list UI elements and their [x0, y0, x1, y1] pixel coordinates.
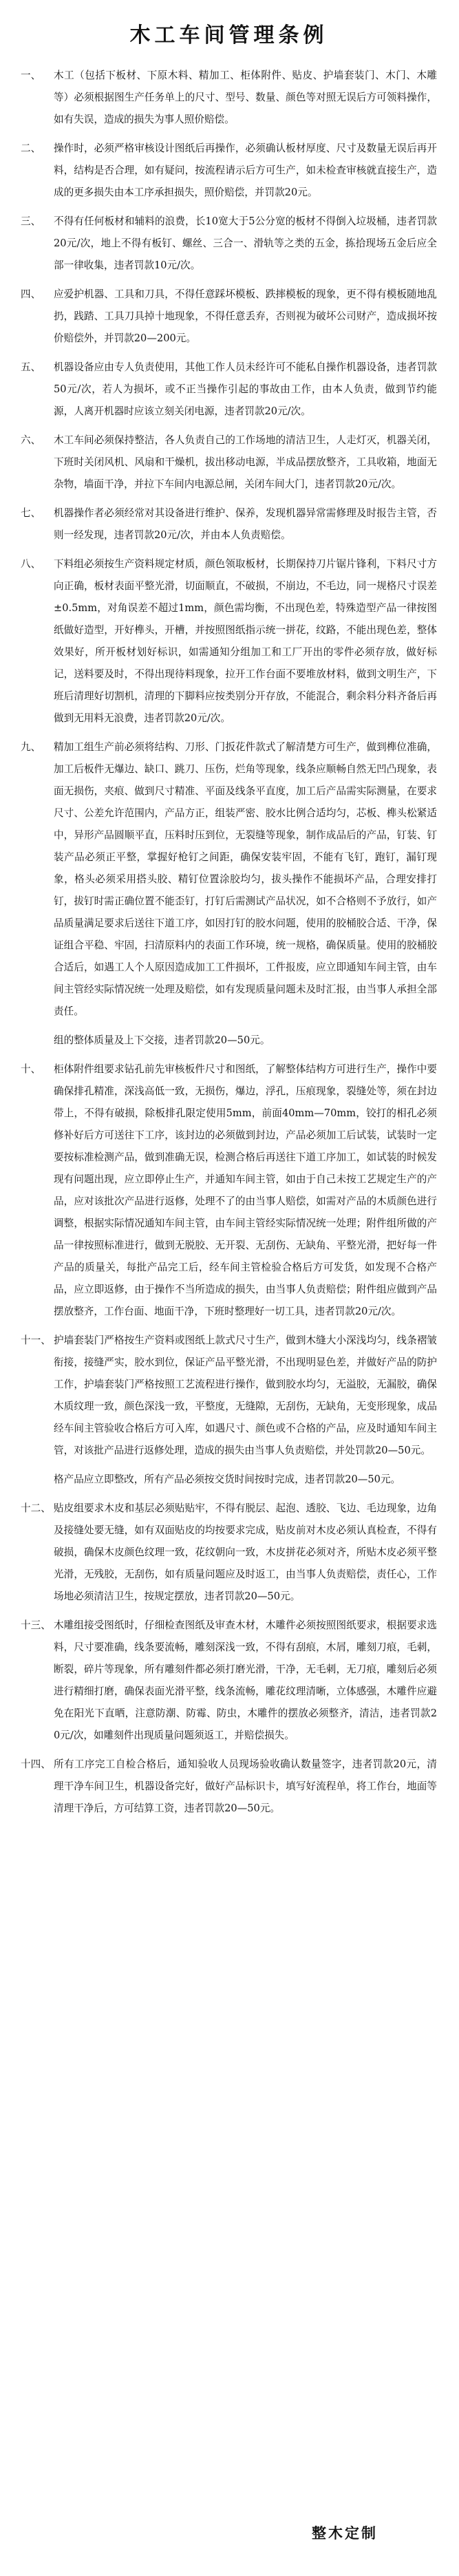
rule-paragraph	[21, 138, 437, 204]
rule-number: 十、	[21, 1063, 41, 1075]
rule-number: 十三、	[21, 1619, 51, 1631]
rule-text: 机器设备应由专人负责使用，其他工作人员未经许可不能私自操作机器设备，违者罚款50元/次，若人为损坏，或不正当操作引起的事故由工作，由本人负责，做到节约能源，人离开机器时应该立刻关闭电源，违者罚款20元/次。	[54, 361, 437, 417]
rule-paragraph	[21, 502, 437, 546]
rule-paragraph	[21, 356, 437, 423]
rules-list	[21, 65, 437, 1820]
rule-number: 九、	[21, 741, 41, 753]
rule-number: 六、	[21, 434, 41, 446]
rule-number: 八、	[21, 558, 41, 570]
rule-paragraph	[21, 65, 437, 131]
rule-number: 四、	[21, 288, 41, 300]
rule-text: 操作时，必须严格审核设计图纸后再操作，必须确认板材厚度、尺寸及数量无误后再开料，结构是否合理，如有疑问，按流程请示后方可生产，如未检查审核就直接生产，造成的更多损失由本工序承担损失，照价赔偿，并罚款20元。	[54, 142, 437, 198]
rule-number: 一、	[21, 70, 41, 81]
rule-text: 应爱护机器、工具和刀具，不得任意踩坏模板、跌摔模板的现象，更不得有模板随地乱扔，践踏、工具刀具掉十地现象，不得任意丢弃，否则视为破坏公司财产，造成损坏按价赔偿外，并罚款20—200元。	[54, 288, 437, 344]
rule-number: 十一、	[21, 1334, 51, 1346]
rule-text: 所有工序完工自检合格后，通知验收人员现场验收确认数量签字，违者罚款20元，清理干净车间卫生，机器设备完好，做好产品标识卡，填写好流程单，将工作台，地面等清理干净后，方可结算工资，违者罚款20—50元。	[54, 1758, 437, 1814]
rule-paragraph	[21, 1754, 437, 1820]
rule-paragraph	[21, 1330, 437, 1462]
rule-text: 木工车间必须保持整洁，各人负责自己的工作场地的清洁卫生，人走灯灭，机器关闭，下班时关闭风机、风扇和干燥机，拔出移动电源，半成品摆放整齐，工具收箱，地面无杂物，墙面干净，并拉下车间内电源总闸，关闭车间大门，违者罚款20元/次。	[54, 434, 437, 490]
rule-text: 下料组必须按生产资料规定材质，颜色领取板材，长期保持刀片锯片锋利，下料尺寸方向正确，板材表面平整光滑，切面顺直，不破损，不崩边，不毛边，同一规格尺寸误差±0.5mm，对角误差不超过1mm，颜色需均衡，不出现色差，特殊造型产品一律按图纸做好造型，开好榫头，开槽，并按照图纸指示统一拼花，纹路，不能出现色差，整体效果好，所开板材划好标识，如需通知分组加工和工厂开出的零件必须存放，做好标记，送料要及时，不得出现待料现象，拉开工作台面不要堆放材料，做到文明生产，下班后清理好切割机，清理的下脚料应按类别分开存放，不能混合，剩余料分料齐备后再做到无用料无浪费，违者罚款20元/次。	[54, 558, 437, 724]
rule-paragraph	[21, 1030, 437, 1052]
rule-paragraph	[21, 736, 437, 1023]
rule-paragraph	[21, 1469, 437, 1491]
rule-number: 五、	[21, 361, 41, 373]
rule-text: 不得有任何板材和辅料的浪费，长10宽大于5公分宽的板材不得倒入垃圾桶，违者罚款20元/次，地上不得有板钉、螺丝、三合一、滑轨等之类的五金，拣拾现场五金后应全部一律收集，违者罚款10元/次。	[54, 215, 437, 271]
rule-text: 护墙套装门严格按生产资料或图纸上款式尺寸生产，做到木缝大小深浅均匀，线条褶皱衔接，接缝严实，胶水到位，保证产品平整光滑，不出现明显色差，并做好产品的防护工作，护墙套装门严格按照工艺流程进行操作，做到胶水均匀，无溢胶，无漏胶，确保木质纹理一致，颜色深浅一致，平整度，无缝隙，无刮伤，无缺角，无变形现象，成品经车间主管验收合格后方可入库，如遇尺寸、颜色或不合格的产品，应及时通知车间主管，对该批产品进行返修处理，造成的损失由当事人负责赔偿，并处罚款20—50元。	[54, 1334, 437, 1456]
rule-paragraph	[21, 553, 437, 730]
document-title: 木工车间管理条例	[129, 23, 328, 47]
rule-number: 十四、	[21, 1758, 51, 1770]
rule-text: 木雕组接受图纸时，仔细检查图纸及审查木材，木雕件必须按照图纸要求，根据要求选料，尺寸要准确，线条要流畅，雕刻深浅一致，不得有刮痕，木屑，雕刻刀痕，毛刺，断裂，碎片等现象，所有雕刻件都必须打磨光滑，干净，无毛刺，无刀痕，雕刻后必须进行精细打磨，确保表面光滑平整，线条流畅，雕花纹理清晰，立体感强，木雕件应避免在阳光下直晒，注意防潮、防霉、防虫，木雕件的摆放必须整齐，清洁，违者罚款20元/次，如雕刻件出现质量问题须返工，并赔偿损失。	[54, 1619, 437, 1741]
rule-text: 格产品应立即整改，所有产品必须按交货时间按时完成，违者罚款20—50元。	[54, 1473, 401, 1485]
rule-number: 十二、	[21, 1502, 51, 1514]
rule-paragraph	[21, 429, 437, 496]
rule-paragraph	[21, 284, 437, 350]
rule-text: 贴皮组要求木皮和基层必须贴贴牢，不得有脱层、起泡、透胶、飞边、毛边现象，边角及接缝处要无缝，如有双面贴皮的均按要求完成，贴皮前对木皮必须认真检查，不得有破损，确保木皮颜色纹理一致，花纹朝向一致，木皮拼花必须对齐，所贴木皮必须平整光滑，无残胶，无刮伤，如有质量问题应及时返工，由当事人负责赔偿，责任心，工作场地必须清洁卫生，按规定摆放，违者罚款20—50元。	[54, 1502, 437, 1602]
rule-paragraph	[21, 1058, 437, 1323]
rule-paragraph	[21, 211, 437, 277]
rule-number: 七、	[21, 507, 41, 519]
rule-text: 精加工组生产前必须将结构、刀形、门扳花件款式了解清楚方可生产，做到榫位准确，加工后板件无爆边、缺口、跳刀、压伤，烂角等现象，线条应顺畅自然无凹凸现象，表面无损伤，夹痕、做到尺寸精准、平面及线条平直度，加工后产品需实际测量，在要求尺寸、公差允许范围内，产品方正，组装严密、胶水比例合适均匀，芯板、榫头松紧适中，异形产品圆顺平直，压料时压到位，无裂缝等现象，制作成品后的产品，钉装、钉装产品必须正平整，掌握好枪钉之间距，确保安装牢固，不能有飞钉，跑钉，漏钉现象，格头必须采用搭头胶、精钉位置涂胶均匀，拔头操作不能损坏产品，合理安排打钉，拔钉时需正确位置不能歪钉，打钉后需测试产品状况，如不合格则不予放行，如产品质量满足要求后送往下道工序，如因打钉的胶水问题，使用的胶桶胶合适、干净，保证组合平稳、牢固，扫清原料内的表面工作环境，统一规格，确保质量。使用的胶桶胶合适后，如遇工人个人原因造成加工工件损坏，工件报废，应立即通知车间主管，由车间主管经实际情况统一处理及赔偿，如有发现质量问题未及时汇报，由当事人承担全部责任。	[54, 741, 437, 1017]
rule-text: 柜体附件组要求钻孔前先审核板件尺寸和图纸，了解整体结构方可进行生产，操作中要确保排孔精准，深浅高低一致，无损伤，爆边，浮孔，压痕现象，裂缝处等，须在封边带上，不得有破损，除板排孔限定使用5mm，前面40mm—70mm，铰打的相孔必须修补好后方可送往下工序，该封边的必须做到封边，产品必须加工后试装，试装时一定要按标准检测产品，做到准确无误，检测合格后再送往下道工序加工，如试装的时候发现有问题出现，应立即停止生产，并通知车间主管，如由于自己未按工艺规定生产的产品，应对该批次产品进行返修，处理不了的由当事人赔偿，如需对产品的木质颜色进行调整，根据实际情况通知车间主管，由车间主管经实际情况统一处理；附件组所做的产品一律按照标准进行，做到无脱胶、无开裂、无刮伤、无缺角、平整光滑，把好每一件产品的质量关，每批产品完工后，经车间主管检验合格后方可发货，如发现不合格产品，应立即返修，由于操作不当所造成的损失，由当事人负责赔偿；附件组应做到产品摆放整齐，工作台面、地面干净，下班时整理好一切工具，违者罚款20元/次。	[54, 1063, 437, 1317]
rule-paragraph	[21, 1498, 437, 1608]
rule-paragraph	[21, 1615, 437, 1747]
signature-text: 整木定制	[312, 2525, 378, 2542]
rule-number: 三、	[21, 215, 41, 227]
rule-text: 组的整体质量及上下交接，违者罚款20—50元。	[54, 1034, 270, 1046]
rule-number: 二、	[21, 142, 41, 154]
rule-text: 机器操作者必须经常对其设备进行维护、保养，发现机器异常需修理及时报告主管，否则一经发现，违者罚款20元/次，并由本人负责赔偿。	[54, 507, 437, 541]
rule-text: 木工（包括下板材、下原木料、精加工、柜体附件、贴皮、护墙套装门、木门、木雕等）必须根据图生产任务单上的尺寸、型号、数量、颜色等对照无误后方可领料操作，如有失误，造成的损失为事人照价赔偿。	[54, 70, 437, 125]
